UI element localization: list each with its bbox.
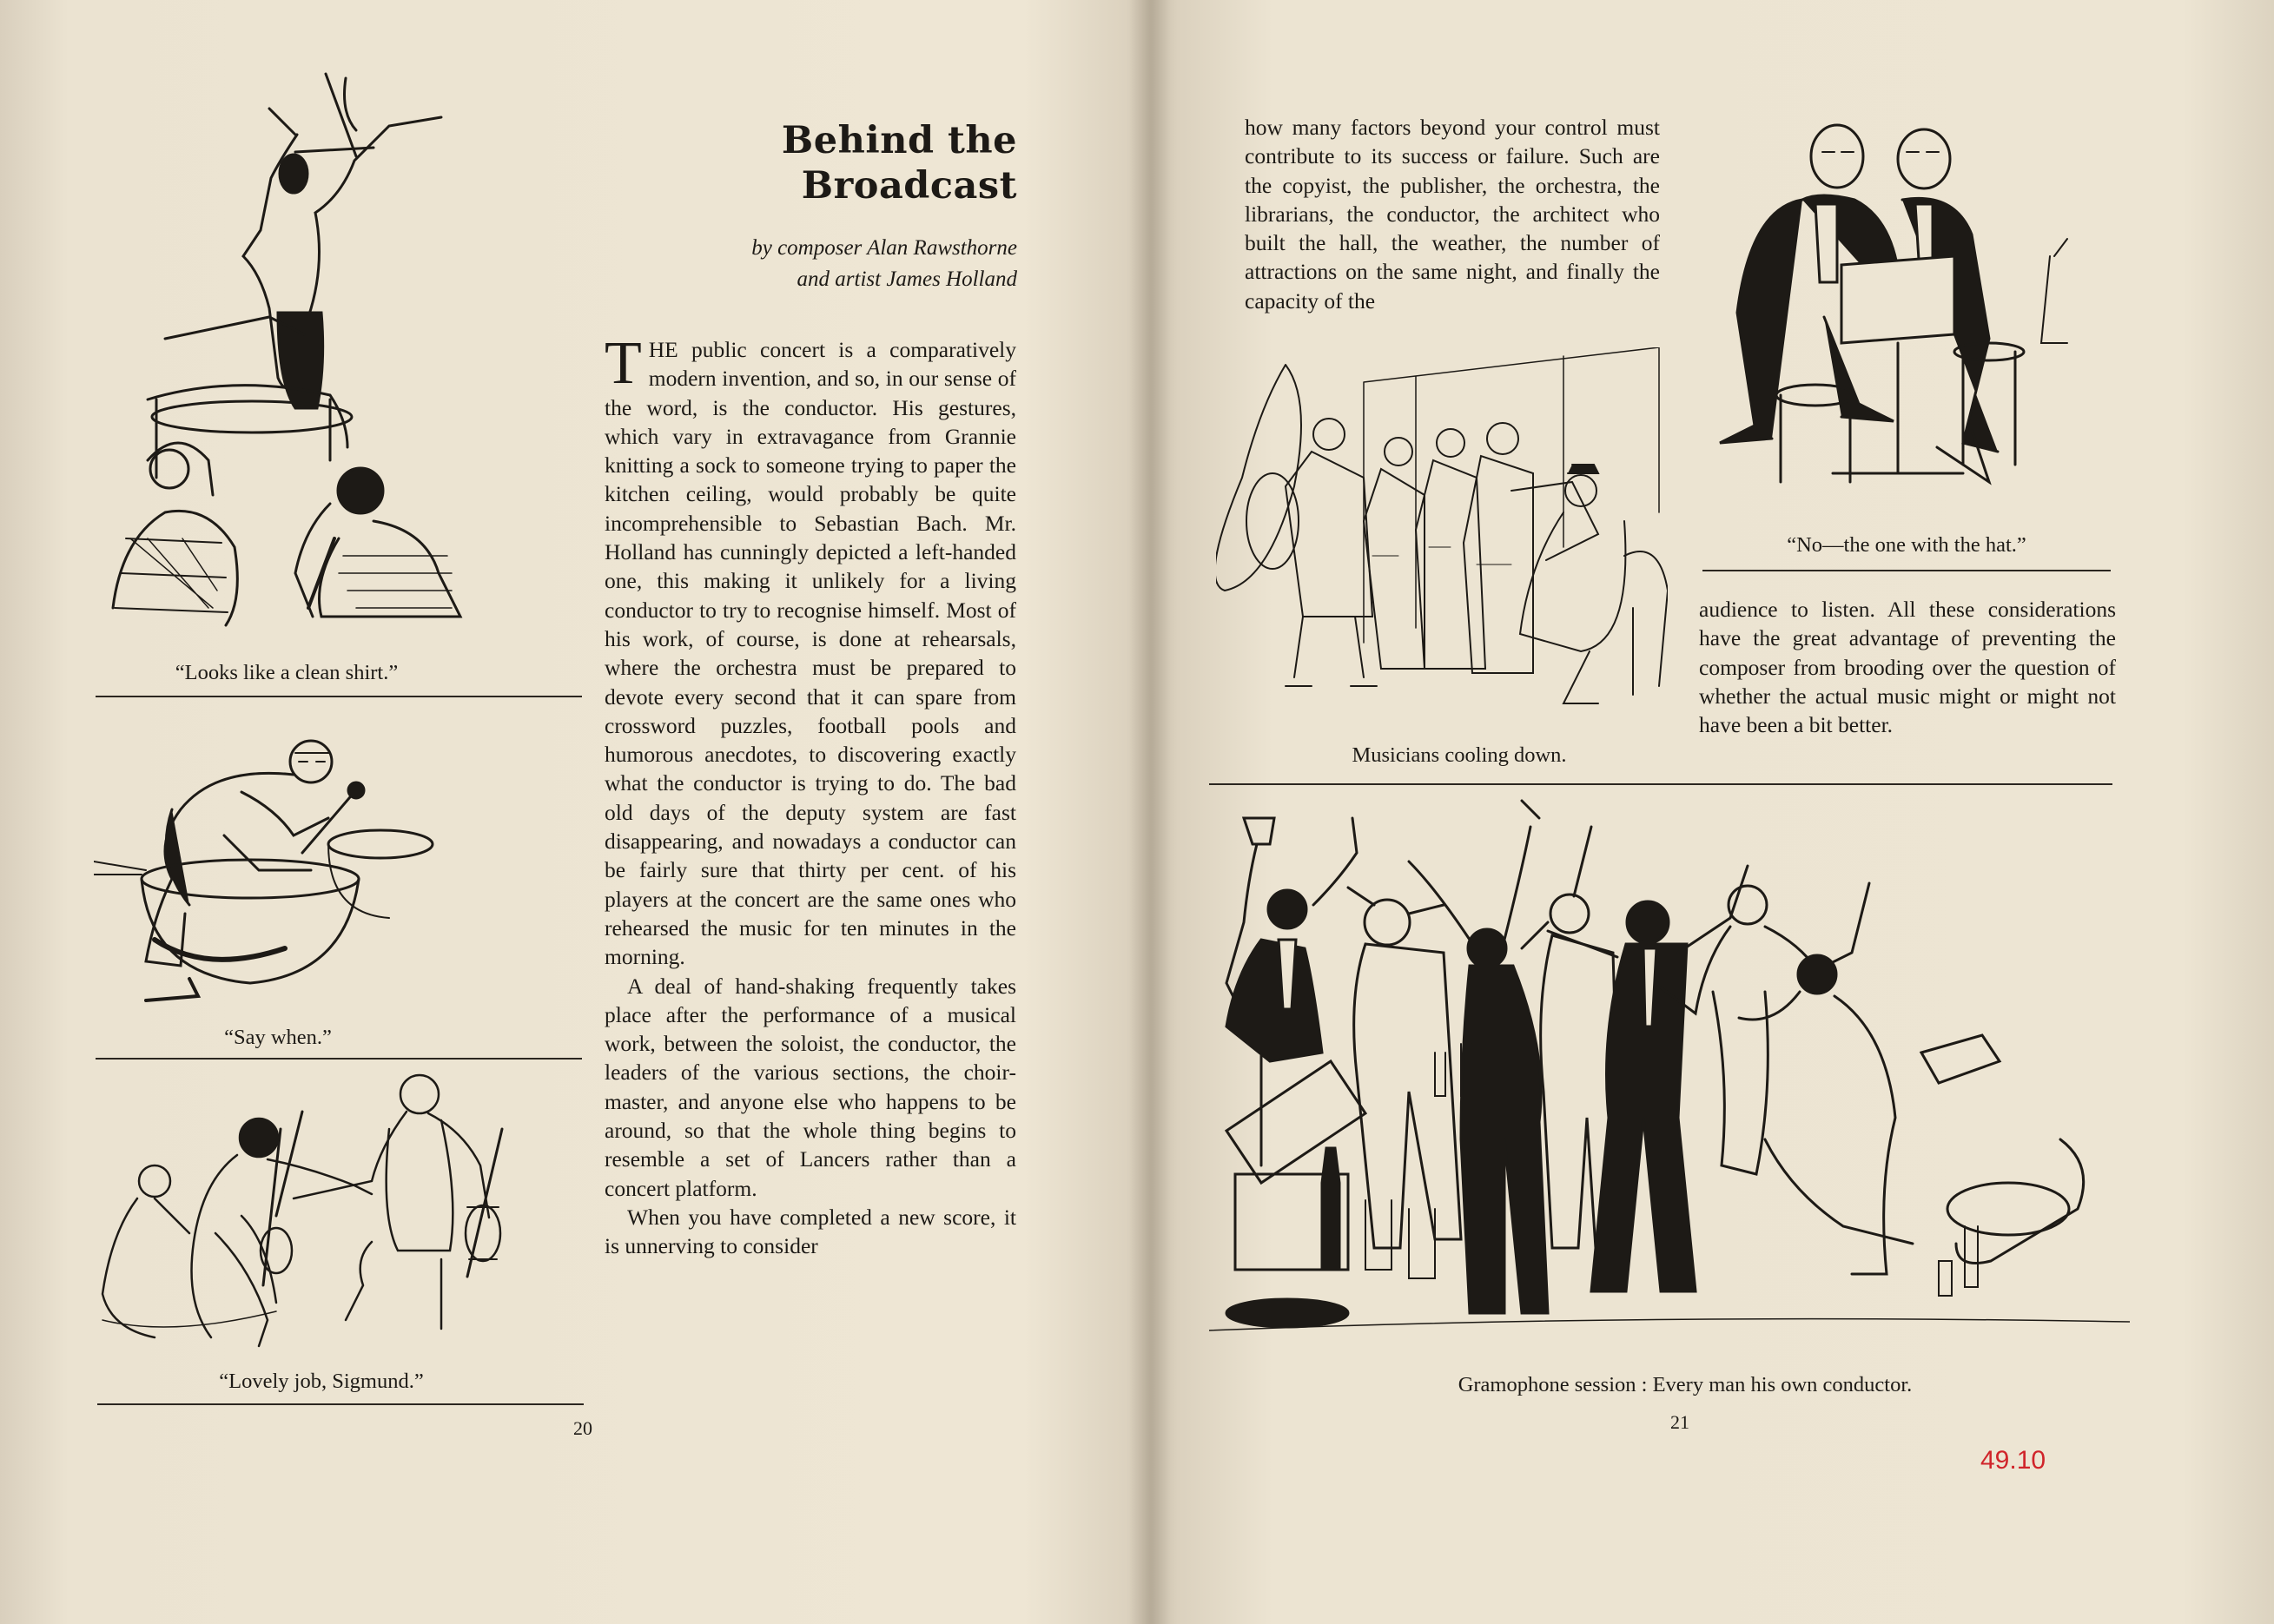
drop-cap: T <box>605 330 642 397</box>
divider-rule <box>1702 570 2111 571</box>
music-stand-illustration <box>1702 117 2085 525</box>
timpanist-illustration <box>94 714 459 1018</box>
title-line-2: Broadcast <box>801 164 1017 208</box>
caption-cooling-down: Musicians cooling down. <box>1352 743 1567 767</box>
page-number-right: 21 <box>1670 1411 1689 1433</box>
caption-clean-shirt: “Looks like a clean shirt.” <box>175 661 399 684</box>
paragraph-2: A deal of hand-shaking frequently takes place after the performance of a musical work, between the soloist, the conductor, the leaders of the various sections, the choir-master, and anyone else who happens to be around, so that the whole thing begins to resemble a set of Lancers rather than a concert platform. <box>605 973 1016 1201</box>
musicians-cooling-illustration <box>1216 347 1668 743</box>
article-column-3: audience to listen. All these considerations have the great advantage of preventing the composer from brooding over the question of whether the actual music might or might not have been a bit better. <box>1699 597 2116 738</box>
conductor-illustration <box>96 52 478 656</box>
title-line-1: Behind the <box>781 119 1017 162</box>
byline-line-1: by composer Alan Rawsthorne <box>751 236 1017 260</box>
divider-rule <box>96 696 582 697</box>
article-title <box>652 118 1017 208</box>
caption-say-when: “Say when.” <box>224 1026 332 1049</box>
divider-rule <box>1209 783 2112 785</box>
page-number-left: 20 <box>573 1417 592 1439</box>
byline-line-2: and artist James Holland <box>797 267 1017 291</box>
caption-the-hat: “No—the one with the hat.” <box>1787 533 2026 557</box>
article-byline <box>583 233 1017 295</box>
paragraph-3: When you have completed a new score, it is unnerving to consider <box>605 1204 1016 1259</box>
paragraph-1-text: HE public concert is a comparatively modern invention, and so, in our sense of the word, is the conductor. His gestures, which vary in extravagance from Grannie knitting a sock to someone trying to paper the kitchen ceiling, would probably be quite incomprehensible to Sebastian Bach. Mr. Holland has cunningly depicted a left-handed one, this making it unlikely for a living conductor to try to recognise himself. Most of his work, of course, is done at rehearsals, where the orchestra must be prepared to devote every second that it can spare from crossword puzzles, football pools and humorous anecdotes, to discovering exactly what the conductor is trying to do. The bad old days of the deputy system are fast disappearing, and nowadays a conductor can be fairly sure that thirty per cent. of his players at the concert are the same ones who rehearsed the music for ten minutes in the morning. <box>605 337 1016 970</box>
paragraph-1 <box>605 330 1016 972</box>
caption-gramophone: Gramophone session : Every man his own conductor. <box>1458 1373 1913 1396</box>
gramophone-session-illustration <box>1209 792 2130 1370</box>
page-gutter <box>1129 0 1171 1624</box>
reference-mark: 49.10 <box>1980 1446 2046 1475</box>
divider-rule <box>97 1403 584 1405</box>
handshake-illustration <box>94 1060 545 1359</box>
article-column-1 <box>605 330 1016 1261</box>
caption-lovely-job: “Lovely job, Sigmund.” <box>219 1370 424 1393</box>
article-column-2: how many factors beyond your control must contribute to its success or failure. Such are the copyist, the publisher, the orchestra, the librarians, the conductor, the architect who built the hall, the weather, the number of attractions on the same night, and finally the capacity of the <box>1245 115 1660 314</box>
